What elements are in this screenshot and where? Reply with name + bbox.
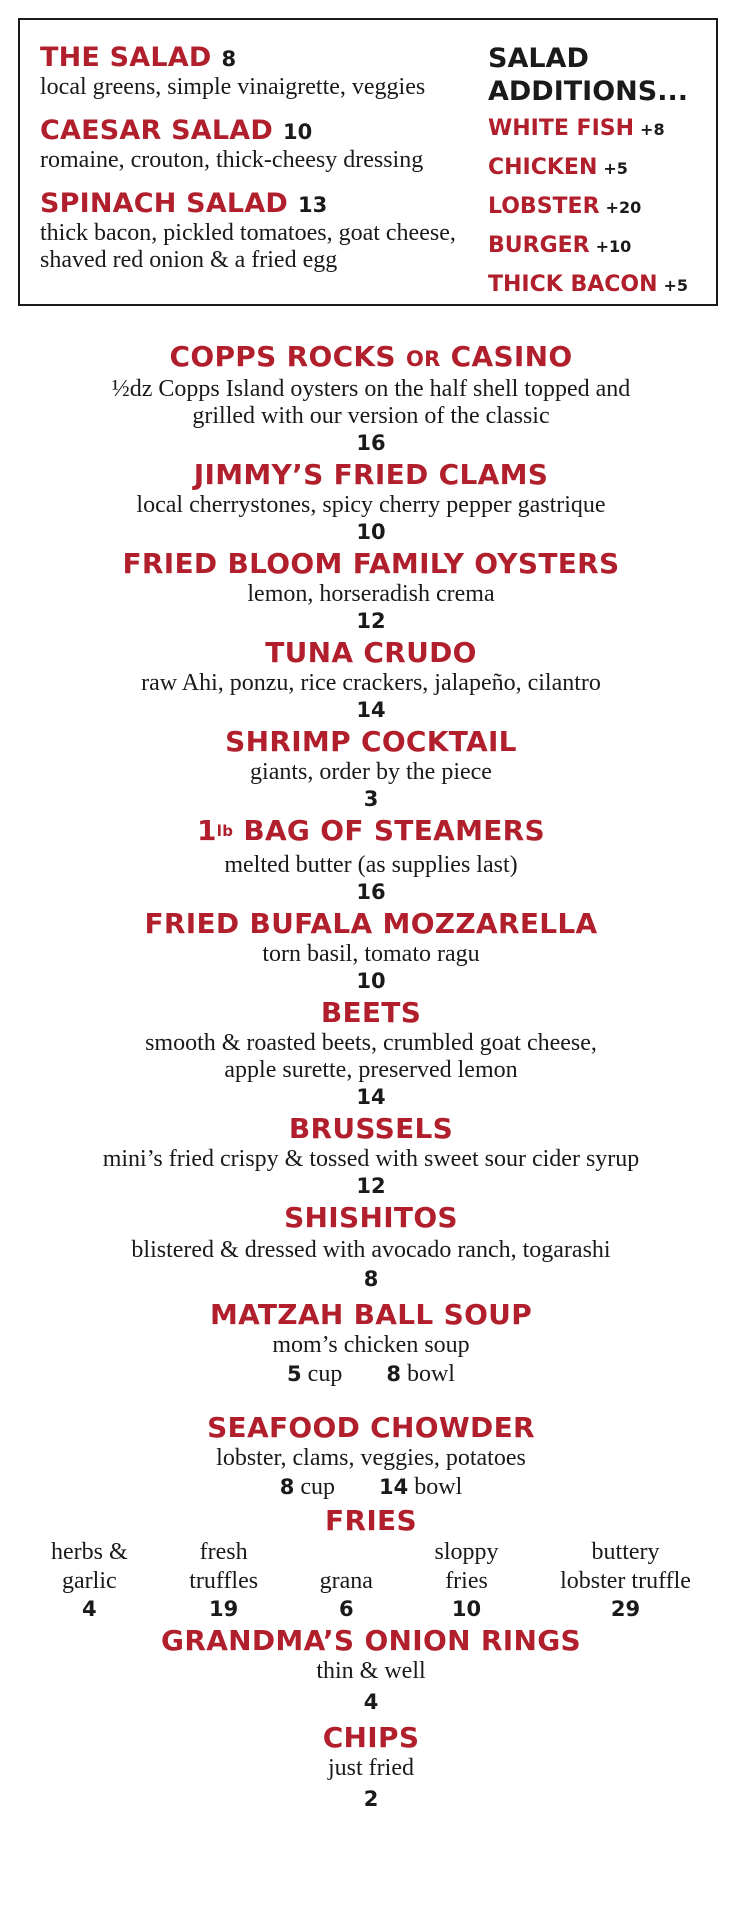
item-price: 8 — [221, 47, 237, 71]
bowl-label: bowl — [406, 1361, 455, 1387]
menu-item — [0, 1298, 742, 1389]
bowl-price: 8 — [386, 1362, 401, 1386]
menu-item — [0, 1201, 742, 1292]
item-description: mom’s chicken soup — [272, 1332, 470, 1358]
item-price: 14 — [356, 1085, 386, 1109]
item-description: thick bacon, pickled tomatoes, goat cheese, shaved red onion & a fried egg — [40, 220, 456, 273]
cup-label: cup — [307, 1361, 343, 1387]
item-price: 12 — [356, 1174, 386, 1198]
addition-item: CHICKEN +5 — [488, 155, 628, 180]
menu-item — [0, 458, 742, 545]
item-description: smooth & roasted beets, crumbled goat cheese, apple surette, preserved lemon — [145, 1030, 597, 1083]
cup-label: cup — [300, 1474, 336, 1500]
item-description: local greens, simple vinaigrette, veggies — [40, 74, 426, 100]
menu-item — [0, 1504, 742, 1622]
item-price: 8 — [363, 1267, 379, 1291]
item-name: FRIED BUFALA MOZZARELLA — [144, 907, 598, 940]
item-price: 4 — [363, 1690, 379, 1714]
item-description: just fried — [328, 1755, 414, 1781]
addition-item: LOBSTER +20 — [488, 194, 642, 219]
bowl-label: bowl — [414, 1474, 463, 1500]
salad-list — [40, 42, 480, 288]
item-description: torn basil, tomato ragu — [262, 941, 480, 967]
item-description: melted butter (as supplies last) — [224, 852, 518, 878]
item-name: COPPS ROCKS OR CASINO — [169, 340, 573, 373]
fries-options — [51, 1538, 691, 1622]
menu-item — [0, 1411, 742, 1502]
item-name: JIMMY’S FRIED CLAMS — [193, 458, 549, 491]
item-price: 13 — [298, 193, 328, 217]
menu-item — [0, 340, 742, 456]
item-description: mini’s fried crispy & tossed with sweet sour cider syrup — [102, 1146, 640, 1172]
addition-item: THICK BACON +5 — [488, 272, 689, 297]
menu-item — [0, 547, 742, 634]
salad-section — [18, 18, 718, 306]
fries-option: fresh truffles 19 — [189, 1539, 259, 1621]
menu-item — [40, 42, 480, 101]
item-name: GRANDMA’S ONION RINGS — [161, 1624, 581, 1657]
item-price: 12 — [356, 609, 386, 633]
item-name: BEETS — [320, 996, 422, 1029]
item-price: 10 — [282, 120, 313, 144]
item-price: 10 — [356, 520, 386, 544]
item-description: blistered & dressed with avocado ranch, togarashi — [131, 1237, 611, 1263]
item-description: lemon, horseradish crema — [247, 581, 495, 607]
item-name: MATZAH BALL SOUP — [209, 1298, 533, 1331]
size-prices — [0, 1472, 742, 1502]
item-description: giants, order by the piece — [250, 759, 492, 785]
item-price: 3 — [363, 787, 379, 811]
item-name: CAESAR SALAD — [40, 115, 273, 146]
appetizers-section — [0, 340, 742, 1814]
item-description: local cherrystones, spicy cherry pepper gastrique — [136, 492, 606, 518]
fries-option: sloppy fries 10 — [434, 1539, 499, 1621]
addition-item: BURGER +10 — [488, 233, 632, 258]
additions-heading: SALAD ADDITIONS... — [488, 43, 688, 107]
addition-item: WHITE FISH +8 — [488, 116, 665, 141]
item-price: 2 — [363, 1787, 379, 1811]
item-description: romaine, crouton, thick-cheesy dressing — [40, 147, 424, 173]
item-name: SHISHITOS — [284, 1201, 458, 1234]
item-name: $1^{lb}$ BAG OF STEAMERS — [196, 814, 546, 847]
fries-option: buttery lobster truffle 29 — [560, 1539, 691, 1621]
salad-additions — [488, 42, 708, 303]
item-description: lobster, clams, veggies, potatoes — [216, 1445, 526, 1471]
item-name: TUNA CRUDO — [265, 636, 477, 669]
fries-option: grana 6 — [319, 1568, 373, 1621]
item-name: THE SALAD — [40, 42, 212, 73]
item-name: FRIED BLOOM FAMILY OYSTERS — [122, 547, 620, 580]
menu-item — [0, 1624, 742, 1715]
item-description: thin & well — [316, 1658, 426, 1684]
menu-item — [0, 1721, 742, 1812]
item-price: 16 — [356, 431, 386, 455]
item-name: CHIPS — [322, 1721, 420, 1754]
menu-item — [40, 115, 480, 174]
item-price: 14 — [356, 698, 386, 722]
item-price: 10 — [356, 969, 386, 993]
menu-item — [0, 814, 742, 905]
item-name: SPINACH SALAD — [40, 188, 289, 219]
item-name: FRIES — [325, 1504, 417, 1537]
menu-item — [40, 188, 480, 274]
menu-item — [0, 725, 742, 812]
item-description: raw Ahi, ponzu, rice crackers, jalapeño, cilantro — [141, 670, 601, 696]
menu-item — [0, 996, 742, 1110]
item-price: 16 — [356, 880, 386, 904]
cup-price: 8 — [279, 1475, 295, 1499]
item-name: BRUSSELS — [288, 1112, 454, 1145]
item-description: ½dz Copps Island oysters on the half shell topped and grilled with our version of the classic — [111, 376, 631, 429]
fries-option: herbs & garlic 4 — [51, 1539, 128, 1621]
item-name: SEAFOOD CHOWDER — [207, 1411, 535, 1444]
menu-item — [0, 907, 742, 994]
cup-price: 5 — [287, 1362, 302, 1386]
menu-item — [0, 636, 742, 723]
item-name: SHRIMP COCKTAIL — [225, 725, 517, 758]
menu-item — [0, 1112, 742, 1199]
bowl-price: 14 — [379, 1475, 409, 1499]
size-prices — [0, 1359, 742, 1389]
